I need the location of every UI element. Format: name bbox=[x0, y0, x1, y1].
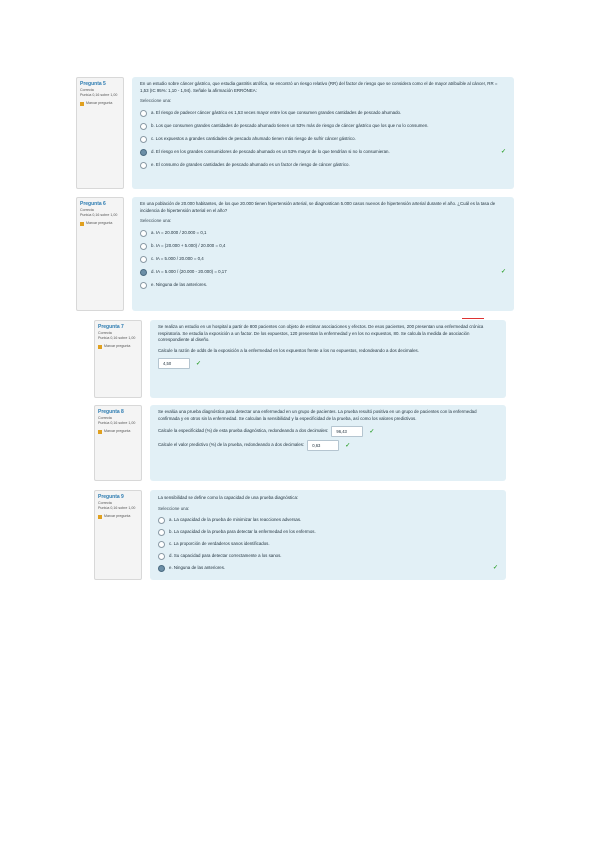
answer-input[interactable]: 4,50 bbox=[158, 358, 190, 369]
flag-icon bbox=[80, 222, 84, 226]
question-score: Puntúa 0,16 sobre 1,00 bbox=[98, 421, 136, 425]
flag-icon bbox=[98, 345, 102, 349]
option-d[interactable]: d. El riesgo en los grandes consumidores de pescado ahumado es un 53% mayor de lo que tendrían si no lo consumieran. ✓ bbox=[140, 146, 506, 159]
question-info bbox=[94, 405, 142, 481]
option-e[interactable]: e. El consumo de grandes cantidades de pescado ahumado es un factor de riesgo de cáncer gástrico. bbox=[140, 159, 506, 172]
question-status: Correcta bbox=[98, 501, 112, 505]
flag-question-button[interactable]: Marcar pregunta bbox=[80, 221, 120, 226]
question-text: Se evalúa una prueba diagnóstica para detectar una enfermedad en un grupo de pacientes. La prueba resultó positiva en un grupo de pacientes con la enfermedad confirmada y en otros sin la enfermedad. Se calculan la sensibilidad y la especificidad de la prueba, así como los valores predictivos. bbox=[158, 409, 477, 421]
question-body bbox=[132, 197, 514, 311]
question-9 bbox=[94, 490, 506, 580]
flag-icon bbox=[98, 430, 102, 434]
question-status: Correcta bbox=[98, 331, 112, 335]
radio-button-checked[interactable] bbox=[140, 269, 147, 276]
question-body bbox=[150, 490, 506, 580]
question-number: Pregunta 5 bbox=[80, 81, 106, 87]
option-d[interactable]: d. IA = 5.000 / (20.000 - 20.000) = 0,17 ✓ bbox=[140, 266, 506, 279]
option-c[interactable]: c. La proporción de verdaderos sanos identificados. bbox=[158, 538, 498, 550]
question-number: Pregunta 9 bbox=[98, 494, 124, 500]
question-number: Pregunta 6 bbox=[80, 201, 106, 207]
question-text: En un estudio sobre cáncer gástrico, que estudia gastritis atrófica, se encontró un riesgo relativo (RR) del factor de riesgo que se considera como el de mayor atribuible al cáncer, RR = 1,53 (IC 95%: 1,10 - 1,94). Señale la afirmación ERRÓNEA: bbox=[140, 81, 498, 93]
answer-row-1 bbox=[158, 426, 498, 437]
option-b[interactable]: b. La capacidad de la prueba para detectar la enfermedad en los enfermos. bbox=[158, 526, 498, 538]
question-status: Correcta bbox=[98, 416, 112, 420]
question-info bbox=[76, 77, 124, 189]
radio-button[interactable] bbox=[158, 541, 165, 548]
question-info bbox=[76, 197, 124, 311]
check-icon: ✓ bbox=[345, 442, 351, 449]
radio-button-checked[interactable] bbox=[140, 149, 147, 156]
flag-question-button[interactable]: Marcar pregunta bbox=[80, 101, 120, 106]
check-icon: ✓ bbox=[369, 428, 375, 435]
answer-input[interactable]: 0,63 bbox=[307, 440, 339, 451]
option-c[interactable]: c. IA = 5.000 / 20.000 = 0,4 bbox=[140, 253, 506, 266]
answer-input[interactable]: 96,43 bbox=[331, 426, 363, 437]
option-c[interactable]: c. Los expuestos a grandes cantidades de pescado ahumado tienen más riesgo de sufrir cáncer gástrico. bbox=[140, 133, 506, 146]
flag-question-button[interactable]: Marcar pregunta bbox=[98, 429, 138, 434]
question-number: Pregunta 7 bbox=[98, 324, 124, 330]
question-score: Puntúa 0,16 sobre 1,00 bbox=[98, 506, 136, 510]
radio-button[interactable] bbox=[140, 162, 147, 169]
radio-button-checked[interactable] bbox=[158, 565, 165, 572]
select-label: Seleccione una: bbox=[140, 98, 172, 104]
flag-question-button[interactable]: Marcar pregunta bbox=[98, 514, 138, 519]
option-e[interactable]: e. Ninguna de las anteriores. ✓ bbox=[158, 562, 498, 574]
answer-label: Calcule la especificidad (%) de esta prueba diagnóstica, redondeando a dos decimales: bbox=[158, 428, 329, 434]
flag-question-button[interactable]: Marcar pregunta bbox=[98, 344, 138, 349]
radio-button[interactable] bbox=[140, 282, 147, 289]
question-subtext: Calcule la razón de odds de la exposición a la enfermedad en los expuestos frente a los no expuestos, redondeando a dos decimales. bbox=[158, 347, 419, 353]
radio-button[interactable] bbox=[140, 230, 147, 237]
radio-button[interactable] bbox=[140, 110, 147, 117]
question-info bbox=[94, 490, 142, 580]
question-text: Se realiza un estudio en un hospital a partir de 800 pacientes con objeto de estimar asociaciones y efectos. De esos pacientes, 200 presentan una enfermedad crónica respiratoria. Se estudia la exposición a un factor. De los expuestos, 120 presentan la enfermedad y en los no expuestos, 80. Se calcula la medida de asociación correspondiente al diseño. bbox=[158, 324, 484, 343]
check-icon: ✓ bbox=[492, 565, 498, 572]
select-label: Seleccione una: bbox=[158, 505, 190, 511]
option-e[interactable]: e. Ninguna de las anteriores. bbox=[140, 279, 506, 292]
select-label: Seleccione una: bbox=[140, 218, 172, 224]
question-text: La sensibilidad se define como la capacidad de una prueba diagnóstica: bbox=[158, 495, 299, 500]
radio-button[interactable] bbox=[140, 136, 147, 143]
check-icon: ✓ bbox=[196, 360, 202, 367]
option-b[interactable]: b. Los que consumen grandes cantidades de pescado ahumado tienen un 53% más de riesgo de cáncer gástrico que los que no lo consumen. bbox=[140, 120, 506, 133]
radio-button[interactable] bbox=[140, 256, 147, 263]
question-7 bbox=[94, 320, 506, 398]
flag-icon bbox=[80, 102, 84, 106]
page-break-mark bbox=[462, 318, 484, 319]
radio-button[interactable] bbox=[158, 517, 165, 524]
question-body bbox=[132, 77, 514, 189]
question-body bbox=[150, 320, 506, 398]
radio-button[interactable] bbox=[140, 123, 147, 130]
question-5 bbox=[76, 77, 514, 189]
check-icon: ✓ bbox=[500, 269, 506, 276]
option-b[interactable]: b. IA = (20.000 + 5.000) / 20.000 = 0,4 bbox=[140, 240, 506, 253]
question-number: Pregunta 8 bbox=[98, 409, 124, 415]
answer-row-2 bbox=[158, 440, 498, 451]
option-a[interactable]: a. La capacidad de la prueba de minimizar las reacciones adversas. bbox=[158, 514, 498, 526]
flag-icon bbox=[98, 515, 102, 519]
question-6 bbox=[76, 197, 514, 311]
question-body bbox=[150, 405, 506, 481]
option-d[interactable]: d. Su capacidad para detectar correctamente a los sanos. bbox=[158, 550, 498, 562]
radio-button[interactable] bbox=[140, 243, 147, 250]
question-score: Puntúa 0,16 sobre 1,00 bbox=[80, 213, 118, 217]
question-score: Puntúa 0,16 sobre 1,00 bbox=[98, 336, 136, 340]
question-status: Correcta bbox=[80, 208, 94, 212]
radio-button[interactable] bbox=[158, 553, 165, 560]
check-icon: ✓ bbox=[500, 149, 506, 156]
answer-label: Calcule el valor predictivo (%) de la prueba, redondeando a dos decimales: bbox=[158, 442, 305, 448]
question-info bbox=[94, 320, 142, 398]
option-a[interactable]: a. El riesgo de padecer cáncer gástrico es 1,53 veces mayor entre los que consumen grandes cantidades de pescado ahumado. bbox=[140, 107, 506, 120]
answer-row bbox=[158, 358, 498, 369]
question-8 bbox=[94, 405, 506, 481]
question-score: Puntúa 0,16 sobre 1,00 bbox=[80, 93, 118, 97]
question-text: En una población de 20.000 habitantes, de los que 20.000 tienen hipertensión arterial, se diagnostican 5.000 casos nuevos de hipertensión arterial durante el año. ¿Cuál es la tasa de incidencia de hipertensión arterial en el año? bbox=[140, 201, 496, 213]
radio-button[interactable] bbox=[158, 529, 165, 536]
option-a[interactable]: a. IA = 20.000 / 20.000 = 0,1 bbox=[140, 227, 506, 240]
question-status: Correcta bbox=[80, 88, 94, 92]
